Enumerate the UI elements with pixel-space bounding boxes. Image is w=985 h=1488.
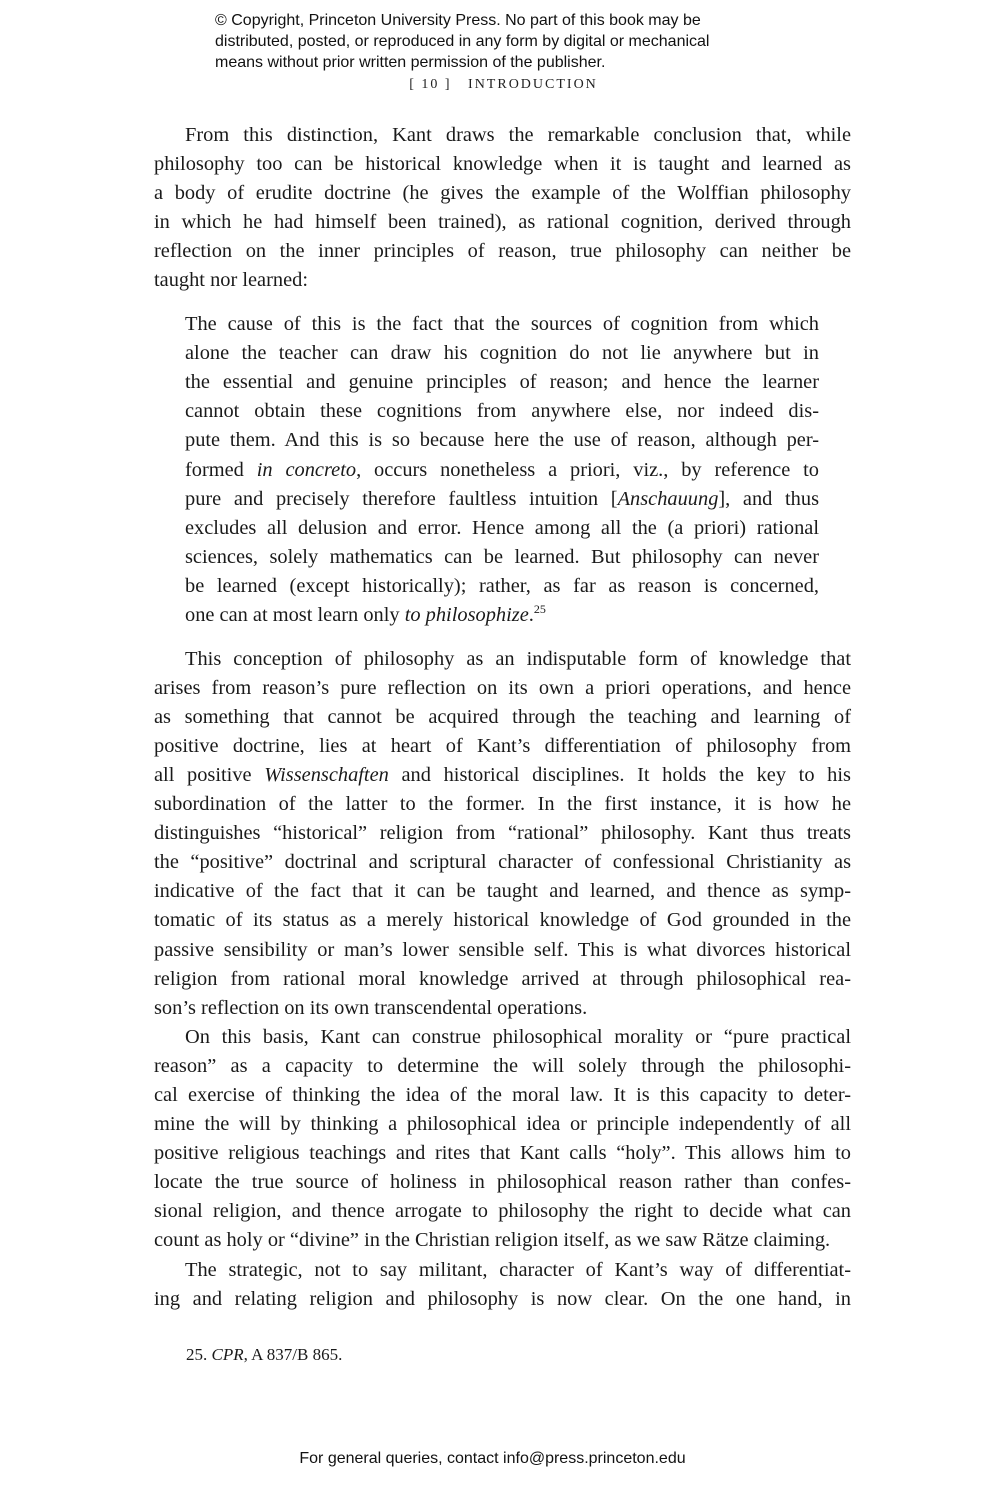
text-line: count as holy or “divine” in the Christian religion itself, as we saw Rätze claiming. [154, 1229, 831, 1252]
text-line: a body of erudite doctrine (he gives the example of the Wolffian philosophy [154, 182, 851, 205]
text-line: ing and relating religion and philosophy is now clear. On the one hand, in [154, 1287, 851, 1310]
italic-term: to philosophize [404, 604, 529, 626]
footnote-reference: , A 837/B 865. [243, 1345, 343, 1364]
text-line: taught nor learned: [154, 269, 309, 292]
section-title: INTRODUCTION [468, 77, 598, 92]
footnote-ref[interactable]: 25 [533, 602, 546, 617]
text-line: reflection on the inner principles of reason, true philosophy can neither be [154, 240, 851, 263]
text-line [154, 761, 851, 790]
text-line: positive religious teachings and rites that Kant calls “holy”. This allows him to [154, 1142, 851, 1165]
quote-line: the essential and genuine principles of reason; and hence the learner [185, 371, 819, 394]
text-run: ], and thus [718, 487, 819, 510]
quote-line [185, 601, 819, 630]
quote-line: excludes all delusion and error. Hence among all the (a priori) rational [185, 516, 819, 539]
text-run: one can at most learn only [185, 604, 405, 626]
text-line: This conception of philosophy as an indisputable form of knowledge that [185, 647, 851, 670]
quote-line: The cause of this is the fact that the sources of cognition from which [185, 313, 819, 336]
text-run: and historical disciplines. It holds the key to his [388, 763, 851, 786]
text-line: subordination of the latter to the former. In the first instance, it is how he [154, 793, 851, 816]
text-line: From this distinction, Kant draws the remarkable conclusion that, while [185, 124, 851, 146]
paragraph-4 [154, 1256, 851, 1314]
paragraph-3 [154, 1023, 851, 1256]
text-line: mine the will by thinking a philosophical idea or principle independently of all [154, 1113, 851, 1136]
italic-term: Anschauung [617, 487, 719, 510]
page-number: [ 10 ] [409, 77, 452, 92]
text-line: the “positive” doctrinal and scriptural character of confessional Christianity as [154, 851, 851, 874]
quote-line: alone the teacher can draw his cognition do not lie anywhere but in [185, 342, 819, 365]
text-run: . [528, 604, 534, 626]
paragraph-2 [154, 645, 851, 1023]
italic-term: in concreto [256, 458, 357, 481]
running-head [0, 77, 985, 93]
copyright-line: © Copyright, Princeton University Press. No part of this book may be [215, 12, 701, 29]
quote-line: sciences, solely mathematics can be learned. But philosophy can never [185, 545, 819, 568]
contact-footer: For general queries, contact info@press.princeton.edu [299, 1450, 686, 1467]
footnote-source: CPR [211, 1345, 244, 1364]
text-line: positive doctrine, lies at heart of Kant’s differentiation of philosophy from [154, 734, 851, 757]
text-line: reason” as a capacity to determine the will solely through the philosophi- [154, 1054, 851, 1077]
text-run: pure and precisely therefore faultless intuition [ [185, 487, 618, 510]
quote-line [185, 456, 819, 485]
text-line: sional religion, and thence arrogate to philosophy the right to decide what can [154, 1200, 851, 1223]
block-quote [154, 310, 819, 630]
text-line: cal exercise of thinking the idea of the moral law. It is this capacity to deter- [154, 1084, 851, 1106]
text-line: arises from reason’s pure reflection on its own a priori operations, and hence [154, 676, 851, 699]
text-line: The strategic, not to say militant, character of Kant’s way of differentiat- [185, 1258, 851, 1281]
footnote-25 [186, 1345, 342, 1365]
text-run: all positive [154, 763, 265, 786]
body-text [154, 121, 851, 1314]
copyright-line: means without prior written permission of the publisher. [215, 54, 606, 71]
text-line: distinguishes “historical” religion from “rational” philosophy. Kant thus treats [154, 822, 851, 845]
italic-term: Wissenschaften [264, 763, 389, 786]
footnote-number: 25. [186, 1345, 212, 1364]
paragraph-1 [154, 121, 851, 296]
text-line: locate the true source of holiness in philosophical reason rather than confes- [154, 1171, 851, 1194]
text-run: , occurs nonetheless a priori, viz., by reference to [356, 458, 820, 481]
text-line: passive sensibility or man’s lower sensible self. This is what divorces historical [154, 938, 851, 961]
text-line: son’s reflection on its own transcendental operations. [154, 996, 588, 1019]
text-line: tomatic of its status as a merely historical knowledge of God grounded in the [154, 909, 851, 932]
copyright-line: distributed, posted, or reproduced in any form by digital or mechanical [215, 33, 710, 50]
quote-line: pute them. And this is so because here the use of reason, although per- [185, 429, 819, 452]
text-line: indicative of the fact that it can be taught and learned, and thence as symp- [154, 880, 851, 903]
text-line: as something that cannot be acquired through the teaching and learning of [154, 705, 851, 728]
quote-line: be learned (except historically); rather, as far as reason is concerned, [185, 574, 819, 597]
quote-line [185, 485, 819, 514]
text-line: philosophy too can be historical knowledge when it is taught and learned as [154, 153, 851, 176]
text-run: formed [185, 458, 257, 481]
text-line: religion from rational moral knowledge arrived at through philosophical rea- [154, 967, 851, 990]
text-line: in which he had himself been trained), as rational cognition, derived through [154, 211, 851, 234]
text-line: On this basis, Kant can construe philosophical morality or “pure practical [185, 1025, 851, 1048]
quote-line: cannot obtain these cognitions from anywhere else, nor indeed dis- [185, 400, 819, 423]
copyright-notice [215, 10, 835, 73]
